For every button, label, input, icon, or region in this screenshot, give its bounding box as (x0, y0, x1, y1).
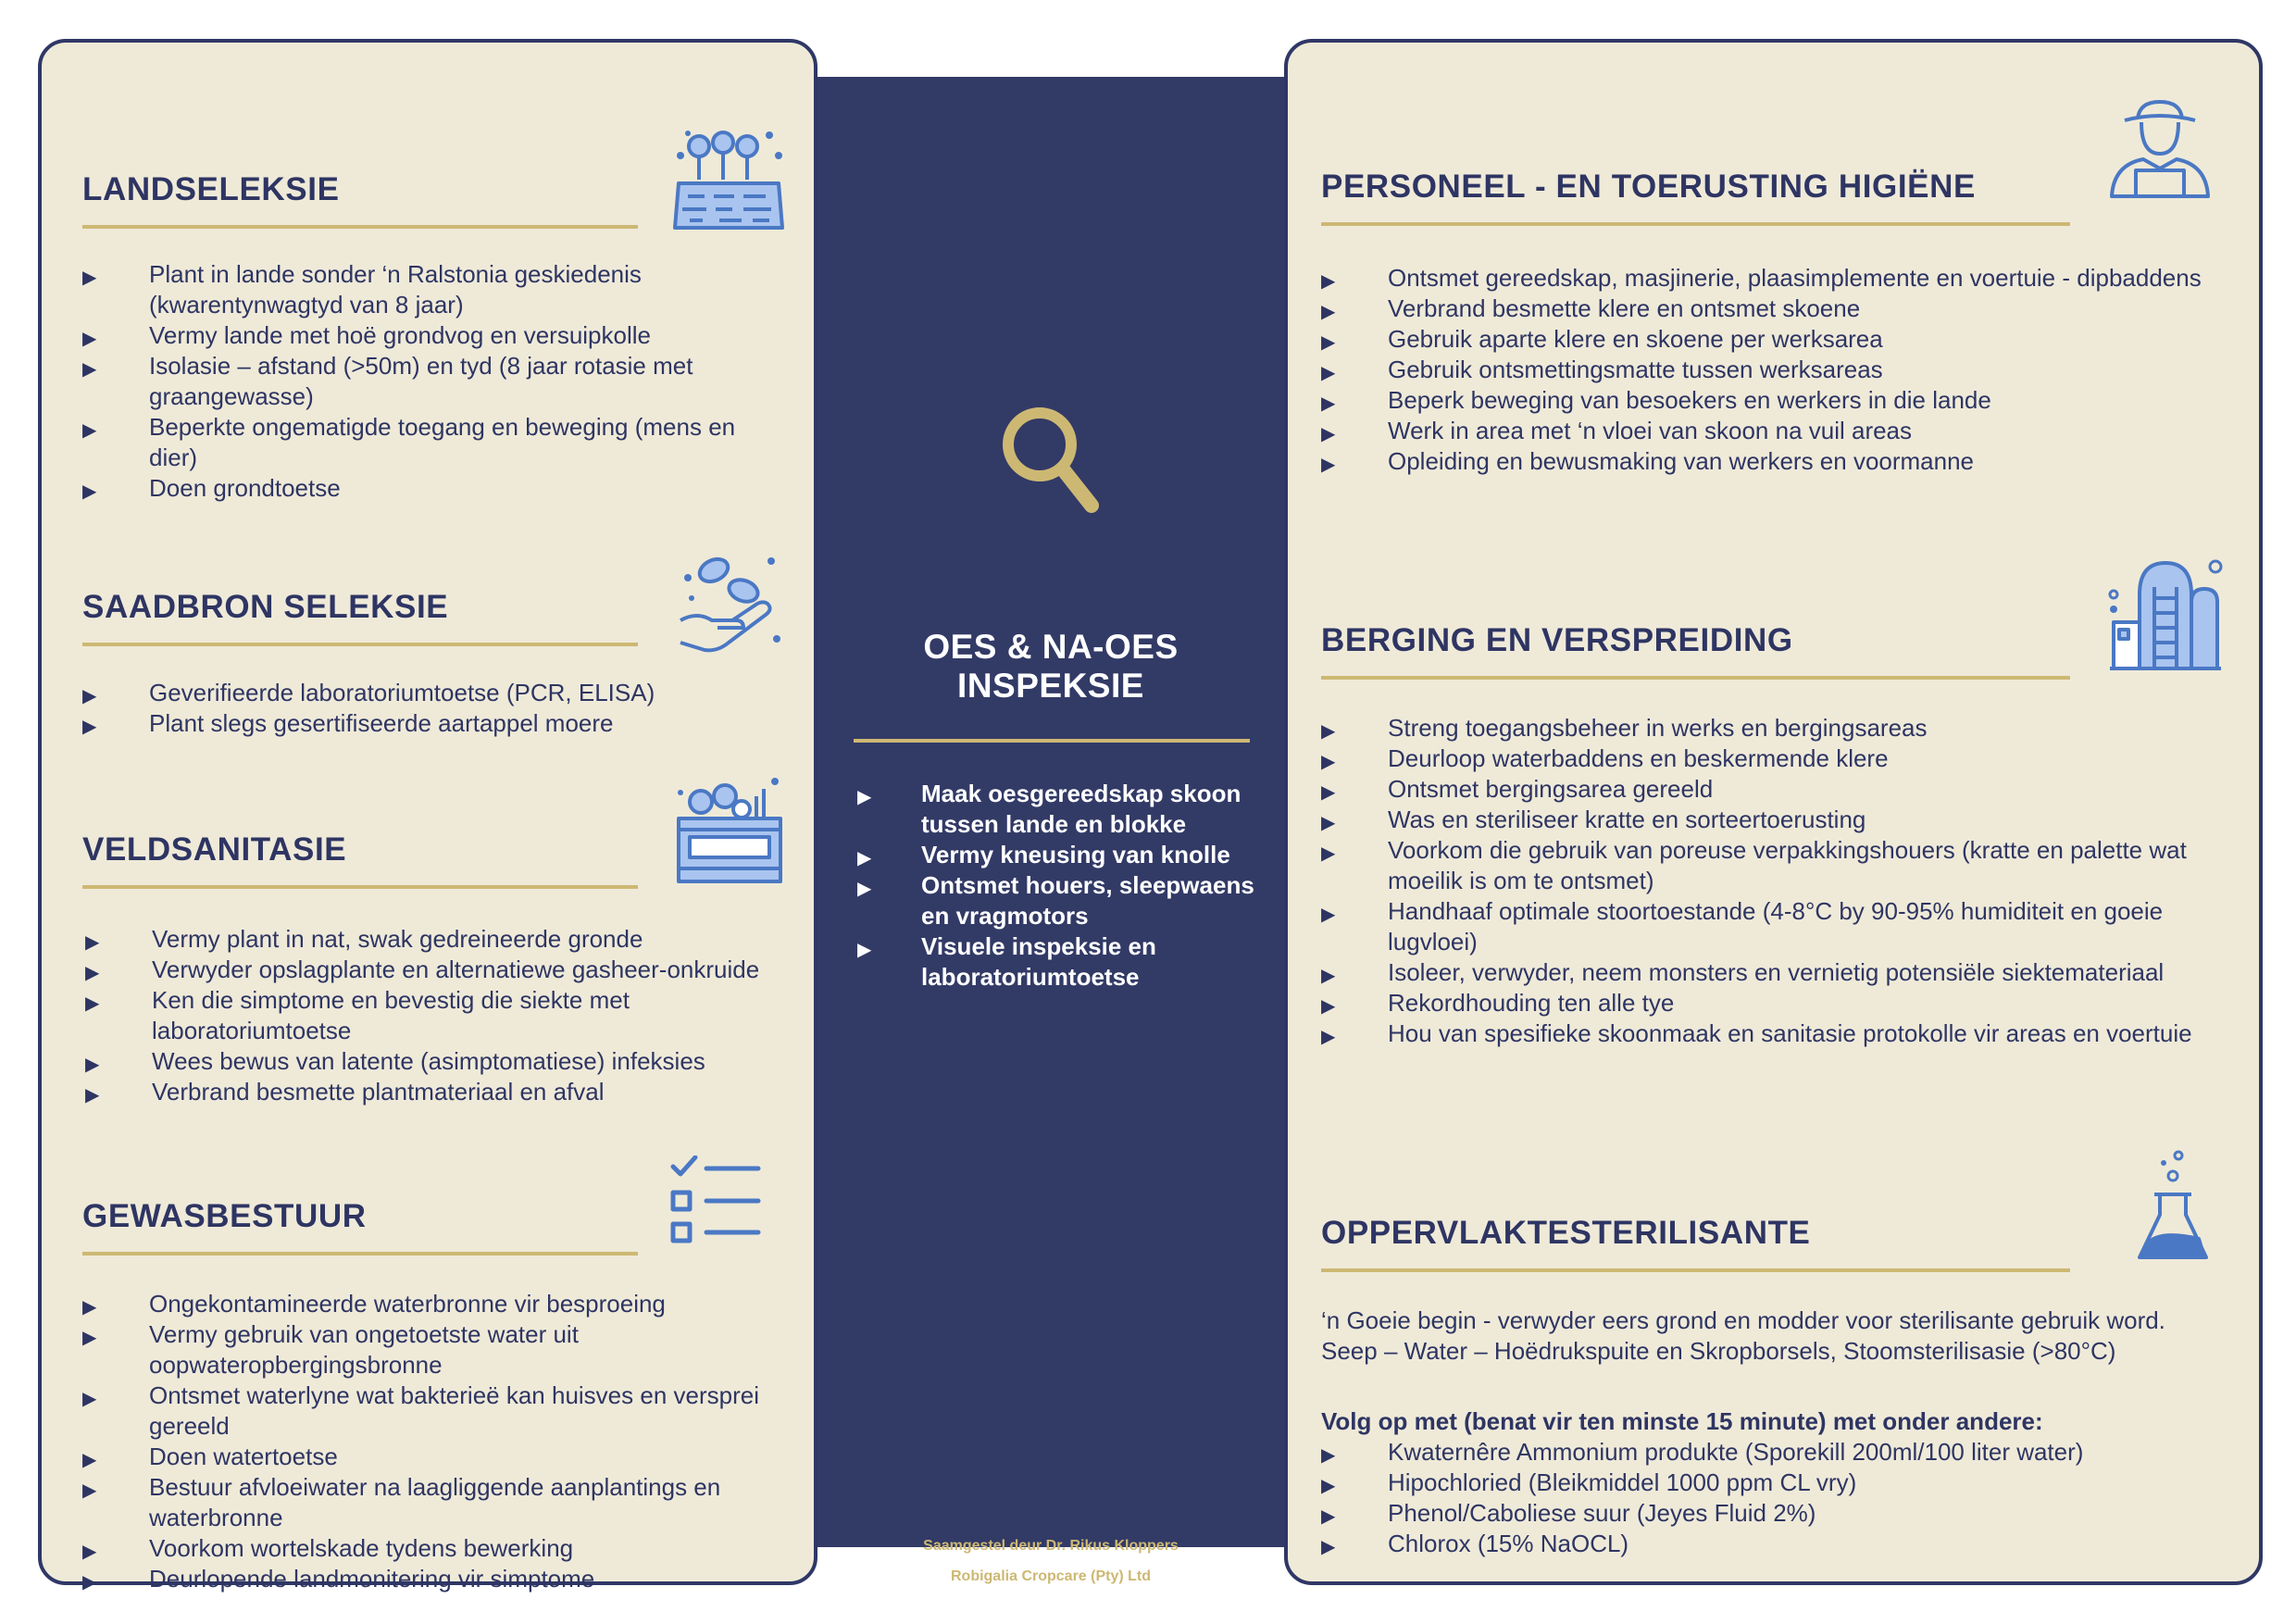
bullet-arrow-icon: ▶ (1321, 1506, 1336, 1527)
right-panel (1284, 39, 2263, 1585)
list-item: ▶ Vermy gebruik van ongetoetste water uit oopwateropbergingsbronne (82, 1320, 579, 1379)
bullet-arrow-icon: ▶ (857, 879, 872, 899)
bullet-arrow-icon: ▶ (1321, 905, 1336, 925)
bullet-arrow-icon: ▶ (1321, 1476, 1336, 1496)
list-item: ▶ Voorkom wortelskade tydens bewerking (82, 1533, 772, 1564)
bullet-arrow-icon: ▶ (82, 329, 97, 349)
silo-storage-icon (2106, 556, 2225, 672)
bullet-arrow-icon: ▶ (82, 359, 97, 380)
seeds-in-hand-icon (675, 550, 786, 654)
landseleksie-list (82, 259, 772, 504)
list-item: ▶ Vermy plant in nat, swak gedreineerde gronde (85, 924, 775, 955)
list-item: ▶ Voorkom die gebruik van poreuse verpakkingshouers (kratte en palette wat moeilik is om te ontsmet) (1321, 836, 2187, 894)
vegetable-crate-icon (671, 772, 786, 887)
magnifier-icon (999, 404, 1101, 515)
list-item: ▶ Ontsmet gereedskap, masjinerie, plaasimplemente en voertuie - dipbaddens (1321, 263, 2210, 294)
bullet-arrow-icon: ▶ (1321, 1027, 1336, 1047)
list-item: ▶ Hipochloried (Bleikmiddel 1000 ppm CL vry) (1321, 1468, 2210, 1498)
center-title (817, 628, 1284, 706)
bullet-arrow-icon: ▶ (857, 940, 872, 960)
bullet-arrow-icon: ▶ (82, 420, 97, 441)
section-rule (82, 1252, 638, 1255)
bullet-arrow-icon: ▶ (1321, 843, 1336, 864)
section-rule (1321, 222, 2070, 226)
center-title-line1: OES & NA-OES (923, 628, 1179, 666)
section-rule (82, 225, 638, 229)
list-item: ▶ Handhaaf optimale stoortoestande (4-8°C by 90-95% humiditeit en goeie lugvloei) (1321, 897, 2164, 956)
section-title: BERGING EN VERSPREIDING (1321, 622, 1793, 658)
list-item: ▶ Gebruik ontsmettingsmatte tussen werksareas (1321, 355, 2210, 385)
list-item: ▶ Verbrand besmette plantmateriaal en afval (85, 1077, 775, 1107)
section-rule (82, 643, 638, 646)
list-item: ▶ Vermy lande met hoë grondvog en versuipkolle (82, 320, 772, 351)
list-item: ▶ Was en steriliseer kratte en sorteertoerusting (1321, 805, 2210, 835)
center-band (817, 77, 1284, 1584)
section-rule (1321, 676, 2070, 680)
bullet-arrow-icon: ▶ (1321, 332, 1336, 353)
section-title: SAADBRON SELEKSIE (82, 589, 449, 625)
sterilisante-followup: Volg op met (benat vir ten minste 15 minute) met onder andere: (1321, 1407, 2043, 1435)
list-item: ▶ Plant in lande sonder ‘n Ralstonia geskiedenis (kwarentynwagtyd van 8 jaar) (82, 260, 642, 319)
bullet-arrow-icon: ▶ (1321, 271, 1336, 292)
berging-list (1321, 713, 2210, 1049)
bullet-arrow-icon: ▶ (857, 848, 872, 868)
list-item: ▶ Geverifieerde laboratoriumtoetse (PCR, ELISA) (82, 678, 772, 708)
list-item: ▶ Rekordhouding ten alle tye (1321, 988, 2210, 1018)
bullet-arrow-icon: ▶ (82, 481, 97, 502)
section-rule (82, 885, 638, 889)
credit-company: Robigalia Cropcare (Pty) Ltd (950, 1568, 1152, 1584)
bullet-arrow-icon: ▶ (1321, 302, 1336, 322)
bullet-arrow-icon: ▶ (82, 1328, 97, 1348)
bullet-arrow-icon: ▶ (82, 1450, 97, 1470)
bullet-arrow-icon: ▶ (82, 686, 97, 706)
bullet-arrow-icon: ▶ (1321, 424, 1336, 444)
bullet-arrow-icon: ▶ (82, 1297, 97, 1318)
list-item: ▶ Visuele inspeksie en laboratoriumtoetse (857, 932, 1156, 991)
list-item: ▶ Doen watertoetse (82, 1442, 772, 1472)
list-item: ▶ Streng toegangsbeheer in werks en bergingsareas (1321, 713, 2210, 743)
list-item: ▶ Doen grondtoetse (82, 473, 772, 504)
list-item: ▶ Deurlopende landmonitering vir simptome (82, 1564, 772, 1594)
bullet-arrow-icon: ▶ (85, 1085, 100, 1106)
personeel-list (1321, 263, 2210, 477)
checklist-icon (669, 1156, 762, 1248)
farmer-icon (2108, 98, 2212, 200)
section-title: VELDSANITASIE (82, 831, 347, 868)
bullet-arrow-icon: ▶ (1321, 813, 1336, 833)
bullet-arrow-icon: ▶ (82, 1572, 97, 1593)
bullet-arrow-icon: ▶ (85, 993, 100, 1014)
bullet-arrow-icon: ▶ (85, 932, 100, 953)
farm-field-icon (669, 119, 788, 231)
list-item: ▶ Maak oesgereedskap skoon tussen lande en blokke (857, 780, 1242, 838)
bullet-arrow-icon: ▶ (1321, 966, 1336, 986)
bullet-arrow-icon: ▶ (1321, 721, 1336, 742)
list-item: ▶ Hou van spesifieke skoonmaak en sanitasie protokolle vir areas en voertuie (1321, 1018, 2210, 1049)
bullet-arrow-icon: ▶ (82, 717, 97, 737)
section-rule (1321, 1268, 2070, 1272)
list-item: ▶ Chlorox (15% NaOCL) (1321, 1529, 2210, 1559)
list-item: ▶ Beperk beweging van besoekers en werkers in die lande (1321, 385, 2210, 416)
section-title: GEWASBESTUUR (82, 1198, 367, 1234)
sterilisante-list (1321, 1437, 2210, 1559)
bullet-arrow-icon: ▶ (82, 268, 97, 288)
bullet-arrow-icon: ▶ (1321, 1445, 1336, 1466)
bullet-arrow-icon: ▶ (82, 1389, 97, 1409)
list-item: ▶ Deurloop waterbaddens en beskermende klere (1321, 743, 2210, 774)
list-item: ▶ Bestuur afvloeiwater na laagliggende aanplantings en waterbronne (82, 1473, 721, 1531)
sterilisante-intro: ‘n Goeie begin - verwyder eers grond en modder voor sterilisante gebruik word. Seep – Water – Hoëdrukspuite en Skropborsels, Stoomsterilisasie (>80°C) (1321, 1306, 2165, 1365)
credit (817, 1530, 1284, 1592)
list-item: ▶ Ongekontamineerde waterbronne vir besproeing (82, 1289, 772, 1319)
bullet-arrow-icon: ▶ (1321, 363, 1336, 383)
bullet-arrow-icon: ▶ (1321, 394, 1336, 414)
list-item: ▶ Verbrand besmette klere en ontsmet skoene (1321, 294, 2210, 324)
section-title: PERSONEEL - EN TOERUSTING HIGIËNE (1321, 169, 1976, 205)
list-item: ▶ Plant slegs gesertifiseerde aartappel moere (82, 708, 772, 739)
saadbron-list (82, 678, 772, 739)
list-item: ▶ Isolasie – afstand (>50m) en tyd (8 jaar rotasie met graangewasse) (82, 352, 693, 410)
bullet-arrow-icon: ▶ (1321, 782, 1336, 803)
list-item: ▶ Verwyder opslagplante en alternatiewe gasheer-onkruide (85, 955, 775, 985)
list-item: ▶ Beperkte ongematigde toegang en beweging (mens en dier) (82, 413, 736, 471)
bullet-arrow-icon: ▶ (85, 1055, 100, 1075)
bullet-arrow-icon: ▶ (82, 1542, 97, 1562)
credit-author: Saamgestel deur Dr. Rikus Kloppers (923, 1538, 1179, 1554)
bullet-arrow-icon: ▶ (82, 1480, 97, 1501)
section-title: LANDSELEKSIE (82, 171, 340, 207)
list-item: ▶ Opleiding en bewusmaking van werkers en voormanne (1321, 446, 2210, 477)
bullet-arrow-icon: ▶ (1321, 996, 1336, 1017)
list-item: ▶ Ken die simptome en bevestig die siekte met laboratoriumtoetse (85, 986, 630, 1044)
list-item: ▶ Werk in area met ‘n vloei van skoon na vuil areas (1321, 416, 2210, 446)
list-item: ▶ Kwaternêre Ammonium produkte (Sporekill 200ml/100 liter water) (1321, 1437, 2210, 1468)
bullet-arrow-icon: ▶ (1321, 752, 1336, 772)
bullet-arrow-icon: ▶ (1321, 455, 1336, 475)
list-item: ▶ Ontsmet bergingsarea gereeld (1321, 774, 2210, 805)
list-item: ▶ Ontsmet waterlyne wat bakterieë kan huisves en versprei gereeld (82, 1381, 759, 1440)
lab-flask-icon (2136, 1148, 2210, 1265)
list-item: ▶ Phenol/Caboliese suur (Jeyes Fluid 2%) (1321, 1498, 2210, 1529)
list-item: ▶ Isoleer, verwyder, neem monsters en vernietig potensiële siektemateriaal (1321, 957, 2210, 988)
gewasbestuur-list (82, 1289, 772, 1594)
bullet-arrow-icon: ▶ (85, 963, 100, 983)
section-title: OPPERVLAKTESTERILISANTE (1321, 1215, 1811, 1251)
bullet-arrow-icon: ▶ (857, 787, 872, 807)
list-item: ▶ Gebruik aparte klere en skoene per werksarea (1321, 324, 2210, 355)
veldsanitasie-list (82, 924, 775, 1107)
center-title-line2: INSPEKSIE (957, 667, 1144, 705)
center-rule (854, 739, 1250, 743)
bullet-arrow-icon: ▶ (1321, 1537, 1336, 1557)
left-panel (38, 39, 817, 1593)
list-item: ▶ Vermy kneusing van knolle (857, 840, 1265, 870)
list-item: ▶ Wees bewus van latente (asimptomatiese) infeksies (85, 1046, 775, 1077)
center-list (857, 779, 1265, 993)
list-item: ▶ Ontsmet houers, sleepwaens en vragmotors (857, 871, 1254, 930)
